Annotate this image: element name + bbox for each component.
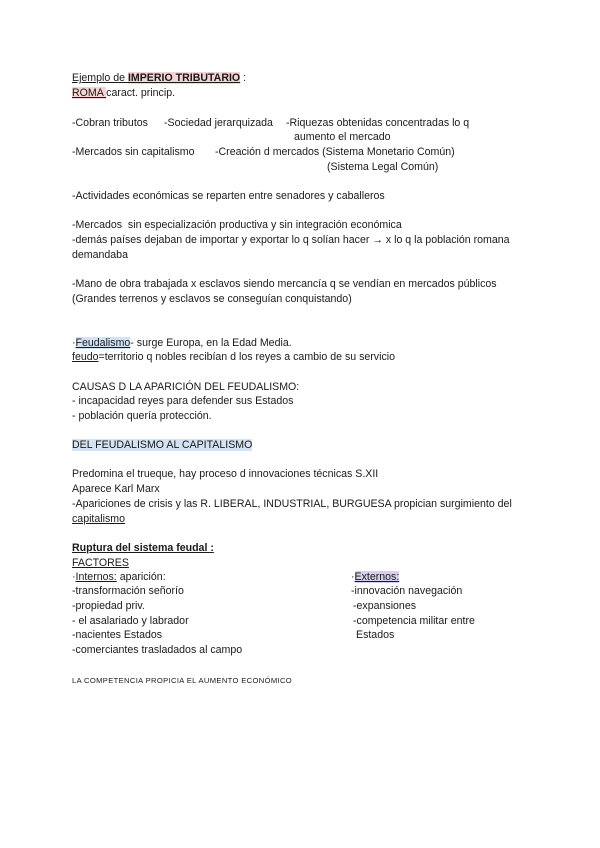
feudo-word: feudo [72, 351, 99, 363]
roma-creacion: -Creación d mercados (Sistema Monetario Común) [215, 146, 455, 158]
roma-riquezas: -Riquezas obtenidas concentradas lo q [286, 117, 470, 129]
roma-word: ROMA [72, 87, 107, 99]
roma-demas-2: demandaba [72, 249, 128, 261]
capitalismo-line-3: -Apariciones de crisis y las R. LIBERAL, INDUSTRIAL, BURGUESA propician surgimiento del [72, 498, 512, 510]
internos-dot: · [72, 571, 76, 583]
causa-2: - población quería protección. [72, 410, 212, 422]
capitalismo-line-4: capitalismo [72, 513, 125, 525]
external-item: -innovación navegación [351, 585, 463, 597]
feudo-line [72, 351, 395, 364]
capitalismo-heading [72, 439, 252, 452]
roma-aumento: aumento el mercado [294, 131, 391, 143]
example-label: Ejemplo de [72, 72, 128, 84]
feudalismo-title: Feudalismo [75, 337, 131, 349]
external-item: -competencia militar entre [353, 615, 475, 627]
external-item: Estados [356, 629, 395, 641]
capitalismo-heading-text: DEL FEUDALISMO AL CAPITALISMO [72, 439, 253, 451]
capitalismo-line-1: Predomina el trueque, hay proceso d innovaciones técnicas S.XII [72, 468, 379, 480]
internal-item: -transformación señorío [72, 585, 184, 597]
roma-actividades: -Actividades económicas se reparten entre senadores y caballeros [72, 190, 385, 202]
roma-line [72, 87, 175, 100]
roma-mano-2: (Grandes terrenos y esclavos se conseguían conquistando) [72, 293, 352, 305]
internal-item: -propiedad priv. [72, 600, 145, 612]
example-colon: : [240, 72, 247, 84]
feudo-definition: =territorio q nobles recibían d los reyes a cambio de su servicio [98, 351, 395, 363]
roma-mercados: -Mercados sin especialización productiva y sin integración económica [72, 219, 402, 231]
internos-label: Internos: [75, 571, 117, 583]
roma-mano-1: -Mano de obra trabajada x esclavos siendo mercancía q se vendían en mercados públicos [72, 278, 497, 290]
roma-mercados-sin: -Mercados sin capitalismo [72, 146, 195, 158]
internal-item: -nacientes Estados [72, 629, 163, 641]
factores-label: FACTORES [72, 557, 129, 569]
causas-title: CAUSAS D LA APARICIÓN DEL FEUDALISMO: [72, 381, 300, 393]
roma-cobran: -Cobran tributos [72, 117, 148, 129]
feudalismo-line [72, 337, 292, 350]
roma-sistema-legal: (Sistema Legal Común) [327, 161, 439, 173]
externos-dot: · [351, 571, 355, 583]
externos-label: Externos: [354, 571, 400, 583]
imperio-tributario-label: IMPERIO TRIBUTARIO [127, 72, 241, 84]
roma-caract: caract. princip. [106, 87, 176, 99]
internos-rest: aparición: [116, 571, 166, 583]
capitalismo-line-2: Aparece Karl Marx [72, 483, 160, 495]
example-heading [72, 72, 246, 85]
external-item: -expansiones [353, 600, 417, 612]
footer-note: LA COMPETENCIA PROPICIA EL AUMENTO ECONÓMICO [72, 676, 293, 685]
roma-sociedad: -Sociedad jerarquizada [164, 117, 273, 129]
ruptura-title: Ruptura del sistema feudal : [72, 542, 214, 554]
causa-1: - incapacidad reyes para defender sus Estados [72, 395, 294, 407]
externos-line [351, 571, 399, 584]
internos-line [72, 571, 166, 584]
feudalismo-title-rest: - surge Europa, en la Edad Media. [130, 337, 292, 349]
feudalismo-dot: · [72, 337, 76, 349]
roma-demas-1: -demás países dejaban de importar y exportar lo q solían hacer → x lo q la población romana [72, 234, 510, 246]
internal-item: - el asalariado y labrador [72, 615, 189, 627]
internal-item: -comerciantes trasladados al campo [72, 644, 243, 656]
